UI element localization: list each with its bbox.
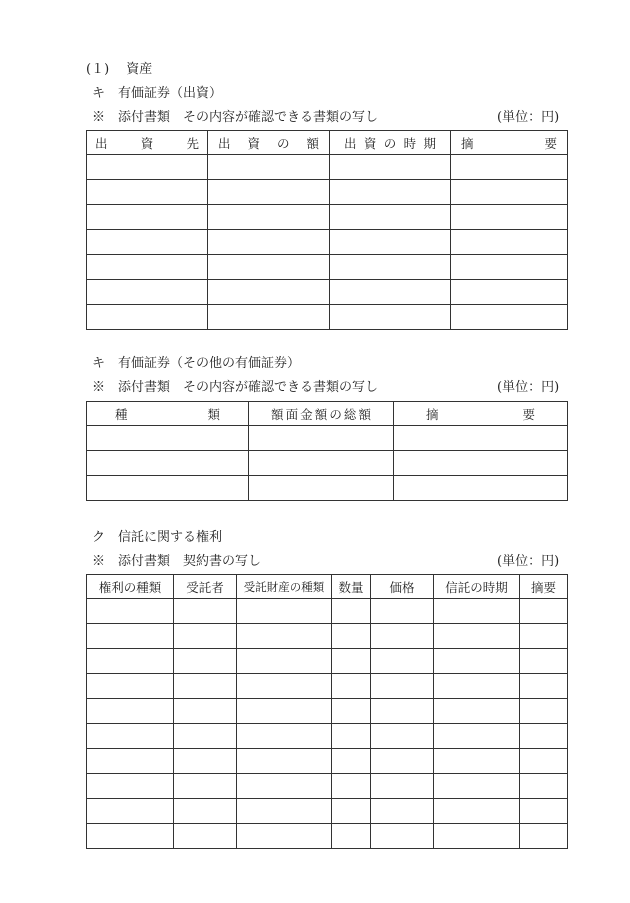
- header-char: 摘: [426, 406, 439, 422]
- sec1-table-row: [87, 155, 568, 180]
- sec3-table-cell[interactable]: [434, 749, 520, 774]
- sec3-table-cell[interactable]: [434, 599, 520, 624]
- header-char: 資: [247, 135, 260, 151]
- sec3-table-cell[interactable]: [87, 824, 174, 849]
- header-char: 額: [271, 406, 284, 422]
- header-char: 出: [344, 135, 357, 151]
- sec3-table-cell[interactable]: [237, 724, 332, 749]
- sec1-table-cell[interactable]: [330, 280, 451, 305]
- sec3-header-property-type: 受託財産の種類: [237, 575, 332, 599]
- sec1-table-cell[interactable]: [330, 180, 451, 205]
- sec3-table-cell[interactable]: [237, 674, 332, 699]
- sec3-table-cell[interactable]: [87, 774, 174, 799]
- sec3-header-row: [87, 575, 568, 599]
- sec3-table-cell[interactable]: [520, 624, 568, 649]
- sec1-header-recipient: [87, 131, 208, 155]
- sec3-table-cell[interactable]: [237, 749, 332, 774]
- sec3-header-remarks: 摘要: [520, 575, 568, 599]
- sec3-table-cell[interactable]: [520, 749, 568, 774]
- sec3-table-row: [87, 674, 568, 699]
- header-char: 額: [314, 406, 328, 422]
- sec2-table-row: [87, 476, 568, 501]
- sec3-table-cell[interactable]: [174, 824, 237, 849]
- sec3-table-cell[interactable]: [237, 624, 332, 649]
- sec3-table-cell[interactable]: [371, 624, 434, 649]
- sec1-table-row: [87, 180, 568, 205]
- sec3-table-cell[interactable]: [87, 699, 174, 724]
- sec1-table-cell[interactable]: [330, 230, 451, 255]
- header-char: 類: [207, 406, 220, 422]
- sec3-table-cell[interactable]: [174, 649, 237, 674]
- sec2-table-cell[interactable]: [87, 451, 249, 476]
- sec1-table-cell[interactable]: [330, 205, 451, 230]
- sec3-table-row: [87, 624, 568, 649]
- sec2-title: キ 有価証券（その他の有価証券）: [92, 356, 301, 371]
- header-char: の: [276, 135, 290, 151]
- sec3-table-cell[interactable]: [371, 674, 434, 699]
- sec2-table-cell[interactable]: [394, 476, 568, 501]
- sec2-note: ※ 添付書類 その内容が確認できる書類の写し: [92, 380, 379, 395]
- sec3-table-cell[interactable]: [332, 649, 371, 674]
- sec1-title: キ 有価証券（出資）: [92, 86, 223, 101]
- sec2-table-row: [87, 451, 568, 476]
- header-char: 額: [306, 135, 319, 151]
- sec3-table-cell[interactable]: [237, 599, 332, 624]
- header-char: 要: [544, 135, 557, 151]
- header-char: 先: [186, 135, 199, 151]
- sec2-header-row: [87, 402, 568, 426]
- sec3-table-cell[interactable]: [174, 624, 237, 649]
- sec1-table-cell[interactable]: [451, 180, 568, 205]
- sec1-table-cell[interactable]: [208, 305, 330, 330]
- sec2-table-cell[interactable]: [394, 426, 568, 451]
- sec1-table-cell[interactable]: [451, 230, 568, 255]
- sec3-table-cell[interactable]: [87, 674, 174, 699]
- header-char: 出: [218, 135, 231, 151]
- section-heading: (１) 資産: [86, 62, 153, 77]
- sec3-table-cell[interactable]: [371, 599, 434, 624]
- sec1-header-remarks: [451, 131, 568, 155]
- sec3-table-cell[interactable]: [87, 624, 174, 649]
- sec2-header-remarks: [394, 402, 568, 426]
- sec3-table-cell[interactable]: [371, 649, 434, 674]
- sec1-table-cell[interactable]: [451, 305, 568, 330]
- sec3-table-cell[interactable]: [520, 824, 568, 849]
- sec3-table-cell[interactable]: [237, 774, 332, 799]
- sec1-table-cell[interactable]: [208, 255, 330, 280]
- sec1-table-cell[interactable]: [87, 255, 208, 280]
- sec1-table-cell[interactable]: [330, 155, 451, 180]
- sec3-table-cell[interactable]: [434, 824, 520, 849]
- sec3-unit: (単位：円): [497, 554, 560, 569]
- sec3-table-cell[interactable]: [174, 699, 237, 724]
- sec1-table-cell[interactable]: [208, 205, 330, 230]
- sec3-table-cell[interactable]: [87, 599, 174, 624]
- header-char: の: [329, 406, 342, 422]
- sec3-table-row: [87, 649, 568, 674]
- sec3-table-row: [87, 699, 568, 724]
- sec3-note: ※ 添付書類 契約書の写し: [92, 554, 262, 569]
- sec3-table-cell[interactable]: [174, 724, 237, 749]
- sec3-table-cell[interactable]: [520, 724, 568, 749]
- sec3-table-row: [87, 799, 568, 824]
- sec1-table-cell[interactable]: [330, 255, 451, 280]
- sec3-table-cell[interactable]: [371, 749, 434, 774]
- sec3-table-cell[interactable]: [237, 824, 332, 849]
- header-char: 期: [423, 135, 436, 151]
- header-char: 摘: [461, 135, 474, 151]
- header-char: 総: [343, 406, 357, 422]
- sec3-title: ク 信託に関する権利: [92, 530, 223, 545]
- sec3-table-cell[interactable]: [332, 599, 371, 624]
- sec3-table-cell[interactable]: [520, 774, 568, 799]
- sec3-table-cell[interactable]: [520, 699, 568, 724]
- sec1-table-row: [87, 230, 568, 255]
- sec3-table-cell[interactable]: [174, 774, 237, 799]
- sec3-table-cell[interactable]: [371, 799, 434, 824]
- sec1-header-amount: [208, 131, 330, 155]
- sec2-table: [86, 401, 568, 501]
- sec3-header-right-type: 権利の種類: [87, 575, 174, 599]
- sec1-table-cell[interactable]: [87, 230, 208, 255]
- sec1-note: ※ 添付書類 その内容が確認できる書類の写し: [92, 110, 379, 125]
- sec3-table-row: [87, 824, 568, 849]
- sec3-table-cell[interactable]: [332, 674, 371, 699]
- sec3-table-row: [87, 774, 568, 799]
- sec1-header-period: [330, 131, 451, 155]
- sec1-table: [86, 130, 568, 330]
- sec3-table-cell[interactable]: [434, 774, 520, 799]
- sec3-table-row: [87, 724, 568, 749]
- sec1-unit: (単位：円): [497, 110, 560, 125]
- header-char: 資: [140, 135, 154, 151]
- sec3-table-cell[interactable]: [237, 699, 332, 724]
- sec3-table-cell[interactable]: [87, 749, 174, 774]
- sec2-table-cell[interactable]: [249, 451, 394, 476]
- sec3-table-cell[interactable]: [434, 624, 520, 649]
- header-char: 面: [285, 406, 299, 422]
- sec1-table-cell[interactable]: [87, 205, 208, 230]
- sec3-table-row: [87, 749, 568, 774]
- sec2-table-cell[interactable]: [249, 426, 394, 451]
- sec3-table-cell[interactable]: [87, 799, 174, 824]
- sec3-table-cell[interactable]: [237, 799, 332, 824]
- sec3-table-cell[interactable]: [174, 599, 237, 624]
- header-char: 額: [358, 406, 371, 422]
- sec2-table-cell[interactable]: [87, 426, 249, 451]
- sec3-table-cell[interactable]: [332, 824, 371, 849]
- header-char: 出: [95, 135, 108, 151]
- sec3-table: [86, 574, 568, 849]
- sec2-table-row: [87, 426, 568, 451]
- sec1-table-row: [87, 205, 568, 230]
- sec3-table-row: [87, 599, 568, 624]
- sec1-table-cell[interactable]: [451, 205, 568, 230]
- header-char: 種: [115, 406, 128, 422]
- sec1-table-row: [87, 255, 568, 280]
- sec3-table-cell[interactable]: [332, 749, 371, 774]
- sec1-table-cell[interactable]: [451, 280, 568, 305]
- sec1-table-cell[interactable]: [330, 305, 451, 330]
- sec3-header-price: 価格: [371, 575, 434, 599]
- sec1-table-cell[interactable]: [208, 280, 330, 305]
- sec3-header-trust-period: 信託の時期: [434, 575, 520, 599]
- header-char: 時: [403, 135, 417, 151]
- sec3-table-cell[interactable]: [174, 799, 237, 824]
- sec1-table-row: [87, 305, 568, 330]
- sec1-table-cell[interactable]: [87, 155, 208, 180]
- sec1-table-cell[interactable]: [87, 180, 208, 205]
- sec3-header-trustee: 受託者: [174, 575, 237, 599]
- sec2-header-type: [87, 402, 249, 426]
- sec3-table-cell[interactable]: [434, 649, 520, 674]
- sec1-table-cell[interactable]: [87, 305, 208, 330]
- sec1-table-cell[interactable]: [451, 155, 568, 180]
- sec1-header-row: [87, 131, 568, 155]
- sec3-table-cell[interactable]: [371, 724, 434, 749]
- sec3-table-cell[interactable]: [434, 799, 520, 824]
- sec1-table-cell[interactable]: [208, 155, 330, 180]
- sec3-table-cell[interactable]: [332, 624, 371, 649]
- header-char: の: [383, 135, 397, 151]
- sec2-table-cell[interactable]: [249, 476, 394, 501]
- sec3-table-cell[interactable]: [520, 799, 568, 824]
- sec3-table-cell[interactable]: [371, 774, 434, 799]
- sec3-table-cell[interactable]: [332, 699, 371, 724]
- sec3-table-cell[interactable]: [434, 674, 520, 699]
- sec1-table-cell[interactable]: [208, 180, 330, 205]
- sec3-table-cell[interactable]: [371, 699, 434, 724]
- sec2-table-cell[interactable]: [87, 476, 249, 501]
- sec3-table-cell[interactable]: [434, 699, 520, 724]
- sec3-table-cell[interactable]: [87, 724, 174, 749]
- sec1-table-cell[interactable]: [208, 230, 330, 255]
- sec3-table-cell[interactable]: [520, 674, 568, 699]
- header-char: 資: [363, 135, 377, 151]
- sec1-table-cell[interactable]: [87, 280, 208, 305]
- sec3-table-cell[interactable]: [237, 649, 332, 674]
- sec2-header-face-value: [249, 402, 394, 426]
- sec3-table-cell[interactable]: [332, 799, 371, 824]
- sec3-table-cell[interactable]: [174, 749, 237, 774]
- sec3-table-cell[interactable]: [371, 824, 434, 849]
- sec3-table-cell[interactable]: [520, 599, 568, 624]
- sec1-table-row: [87, 280, 568, 305]
- sec3-table-cell[interactable]: [520, 649, 568, 674]
- sec3-table-cell[interactable]: [434, 724, 520, 749]
- header-char: 金: [300, 406, 313, 422]
- sec3-table-cell[interactable]: [87, 649, 174, 674]
- sec1-table-cell[interactable]: [451, 255, 568, 280]
- header-char: 要: [522, 406, 535, 422]
- sec3-table-cell[interactable]: [332, 724, 371, 749]
- sec2-unit: (単位：円): [497, 380, 560, 395]
- sec3-table-cell[interactable]: [174, 674, 237, 699]
- sec2-table-cell[interactable]: [394, 451, 568, 476]
- sec3-table-cell[interactable]: [332, 774, 371, 799]
- sec3-header-quantity: 数量: [332, 575, 371, 599]
